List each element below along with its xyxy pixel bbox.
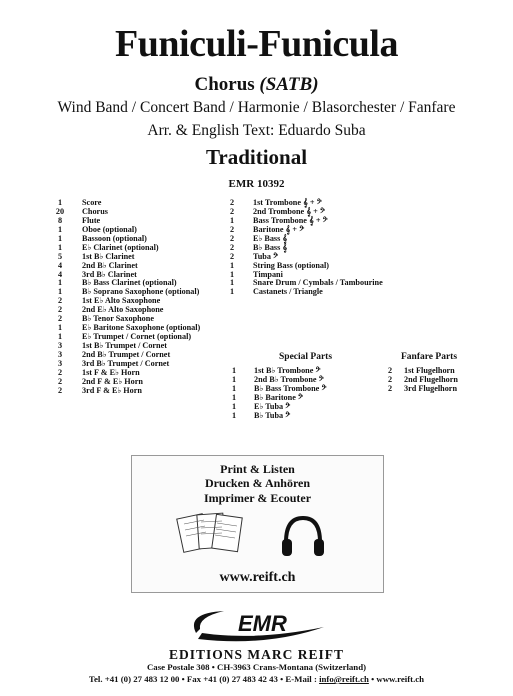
part-quantity: 3 xyxy=(57,358,63,368)
part-name: 2nd B♭ Clarinet xyxy=(82,260,138,270)
ensemble-line: Wind Band / Concert Band / Harmonie / Blasorchester / Fanfare xyxy=(57,99,456,116)
print-listen-line: Print & Listen xyxy=(220,462,295,476)
part-name: E♭ Baritone Saxophone (optional) xyxy=(82,323,201,333)
part-name: 1st F & E♭ Horn xyxy=(82,367,140,377)
emr-logo xyxy=(176,607,341,647)
part-quantity: 1 xyxy=(231,366,237,375)
part-quantity: 2 xyxy=(229,233,235,243)
part-quantity: 1 xyxy=(229,278,235,288)
contact-website: • www.reift.ch xyxy=(368,674,425,684)
part-quantity: 8 xyxy=(57,215,63,225)
part-quantity: 4 xyxy=(57,260,63,270)
part-quantity: 1 xyxy=(231,392,237,402)
part-quantity: 1 xyxy=(57,198,63,207)
part-quantity: 3 xyxy=(57,341,63,350)
part-quantity: 1 xyxy=(229,269,235,279)
part-quantity: 2 xyxy=(57,385,63,395)
part-quantity: 2 xyxy=(229,251,235,261)
part-name: 1st B♭ Clarinet xyxy=(82,251,135,261)
publisher-contact xyxy=(0,674,513,684)
part-quantity: 1 xyxy=(231,410,237,420)
part-quantity: 4 xyxy=(57,269,63,279)
part-name: Tuba 𝄢 xyxy=(253,251,279,261)
website-link[interactable]: www.reift.ch xyxy=(219,570,296,585)
part-name: E♭ Trumpet / Cornet (optional) xyxy=(82,332,192,342)
part-name: 3rd B♭ Clarinet xyxy=(82,269,137,279)
part-name: 3rd B♭ Trumpet / Cornet xyxy=(82,358,170,368)
headphones-icon xyxy=(278,512,328,562)
part-quantity: 1 xyxy=(229,260,235,270)
part-name: Baritone 𝄞 + 𝄢 xyxy=(253,224,305,234)
subtitle xyxy=(0,74,513,96)
part-name: B♭ Tenor Saxophone xyxy=(82,314,154,324)
part-quantity: 1 xyxy=(231,374,237,384)
part-name: Castanets / Triangle xyxy=(253,287,323,297)
part-quantity: 2 xyxy=(387,374,393,384)
part-name: 2nd Trombone 𝄞 + 𝄢 xyxy=(253,206,326,216)
part-name: B♭ Soprano Saxophone (optional) xyxy=(82,287,200,297)
drucken-anhoren-line: Drucken & Anhören xyxy=(204,476,311,490)
title: Funiculi-Funicula xyxy=(115,23,398,65)
fanfare-parts-heading: Fanfare Parts xyxy=(401,352,458,362)
part-quantity: 1 xyxy=(57,224,63,234)
part-name: String Bass (optional) xyxy=(253,260,329,270)
part-quantity: 3 xyxy=(57,349,63,359)
sheet-music-icon xyxy=(176,508,246,562)
part-name: Timpani xyxy=(253,269,283,279)
part-quantity: 1 xyxy=(229,215,235,225)
part-quantity: 1 xyxy=(57,278,63,288)
part-name: B♭ Bass 𝄞 xyxy=(253,242,288,252)
part-quantity: 2 xyxy=(229,206,235,216)
part-name: B♭ Baritone 𝄢 xyxy=(254,392,304,402)
part-name: Flute xyxy=(82,215,101,225)
subtitle-voicing: (SATB) xyxy=(259,74,319,95)
part-name: Snare Drum / Cymbals / Tambourine xyxy=(253,278,383,288)
part-name: 1st Flugelhorn xyxy=(404,366,455,375)
part-name: 1st B♭ Trumpet / Cornet xyxy=(82,341,167,350)
part-quantity: 2 xyxy=(57,367,63,377)
part-name: 2nd B♭ Trumpet / Cornet xyxy=(82,349,171,359)
part-name: Oboe (optional) xyxy=(82,224,137,234)
part-name: B♭ Tuba 𝄢 xyxy=(254,410,291,420)
part-name: 2nd F & E♭ Horn xyxy=(82,376,143,386)
part-quantity: 2 xyxy=(57,376,63,386)
subtitle-main: Chorus xyxy=(194,74,255,95)
publisher-address: Case Postale 308 • CH-3963 Crans-Montana (Switzerland) xyxy=(146,662,367,672)
part-quantity: 1 xyxy=(231,401,237,411)
emr-logo-text: EMR xyxy=(238,611,287,636)
part-name: 3rd F & E♭ Horn xyxy=(82,385,142,395)
part-quantity: 2 xyxy=(57,305,63,315)
part-quantity: 2 xyxy=(229,242,235,252)
part-quantity: 1 xyxy=(57,323,63,333)
part-quantity: 2 xyxy=(229,198,235,207)
part-name: 2nd E♭ Alto Saxophone xyxy=(82,305,164,315)
part-quantity: 2 xyxy=(387,366,393,375)
part-name: E♭ Clarinet (optional) xyxy=(82,242,159,252)
part-name: B♭ Bass Clarinet (optional) xyxy=(82,278,177,288)
part-name: Bass Trombone 𝄞 + 𝄢 xyxy=(253,215,328,225)
part-quantity: 20 xyxy=(55,206,65,216)
part-quantity: 2 xyxy=(229,224,235,234)
part-quantity: 1 xyxy=(57,332,63,342)
part-quantity: 2 xyxy=(387,383,393,393)
composer: Traditional xyxy=(205,145,308,169)
part-quantity: 5 xyxy=(57,251,63,261)
part-quantity: 1 xyxy=(229,287,235,297)
part-name: Bassoon (optional) xyxy=(82,233,147,243)
part-name: 3rd Flugelhorn xyxy=(404,383,457,393)
part-name: Chorus xyxy=(82,206,108,216)
part-quantity: 1 xyxy=(57,233,63,243)
part-name: 1st B♭ Trombone 𝄢 xyxy=(254,366,321,375)
publisher-name: EDITIONS MARC REIFT xyxy=(168,647,345,662)
email-link[interactable]: info@reift.ch xyxy=(319,674,369,684)
part-name: 2nd B♭ Trombone 𝄢 xyxy=(254,374,324,384)
part-name: E♭ Bass 𝄞 xyxy=(253,233,288,243)
arranger-line: Arr. & English Text: Eduardo Suba xyxy=(147,122,366,139)
part-name: E♭ Tuba 𝄢 xyxy=(254,401,291,411)
part-quantity: 2 xyxy=(57,296,63,306)
part-name: B♭ Bass Trombone 𝄢 xyxy=(254,383,327,393)
contact-phone-fax: Tel. +41 (0) 27 483 12 00 • Fax +41 (0) 27 483 42 43 • E-Mail : xyxy=(88,674,320,684)
part-name: 2nd Flugelhorn xyxy=(404,374,458,384)
catalog-number: EMR 10392 xyxy=(228,178,285,190)
part-quantity: 2 xyxy=(57,314,63,324)
part-name: 1st E♭ Alto Saxophone xyxy=(82,296,161,306)
imprimer-ecouter-line: Imprimer & Ecouter xyxy=(203,491,312,505)
part-name: 1st Trombone 𝄞 + 𝄢 xyxy=(253,198,322,207)
part-name: Score xyxy=(82,198,102,207)
part-quantity: 1 xyxy=(231,383,237,393)
part-quantity: 1 xyxy=(57,287,63,297)
part-quantity: 1 xyxy=(57,242,63,252)
special-parts-heading: Special Parts xyxy=(279,352,333,362)
print-listen-box xyxy=(131,455,384,593)
